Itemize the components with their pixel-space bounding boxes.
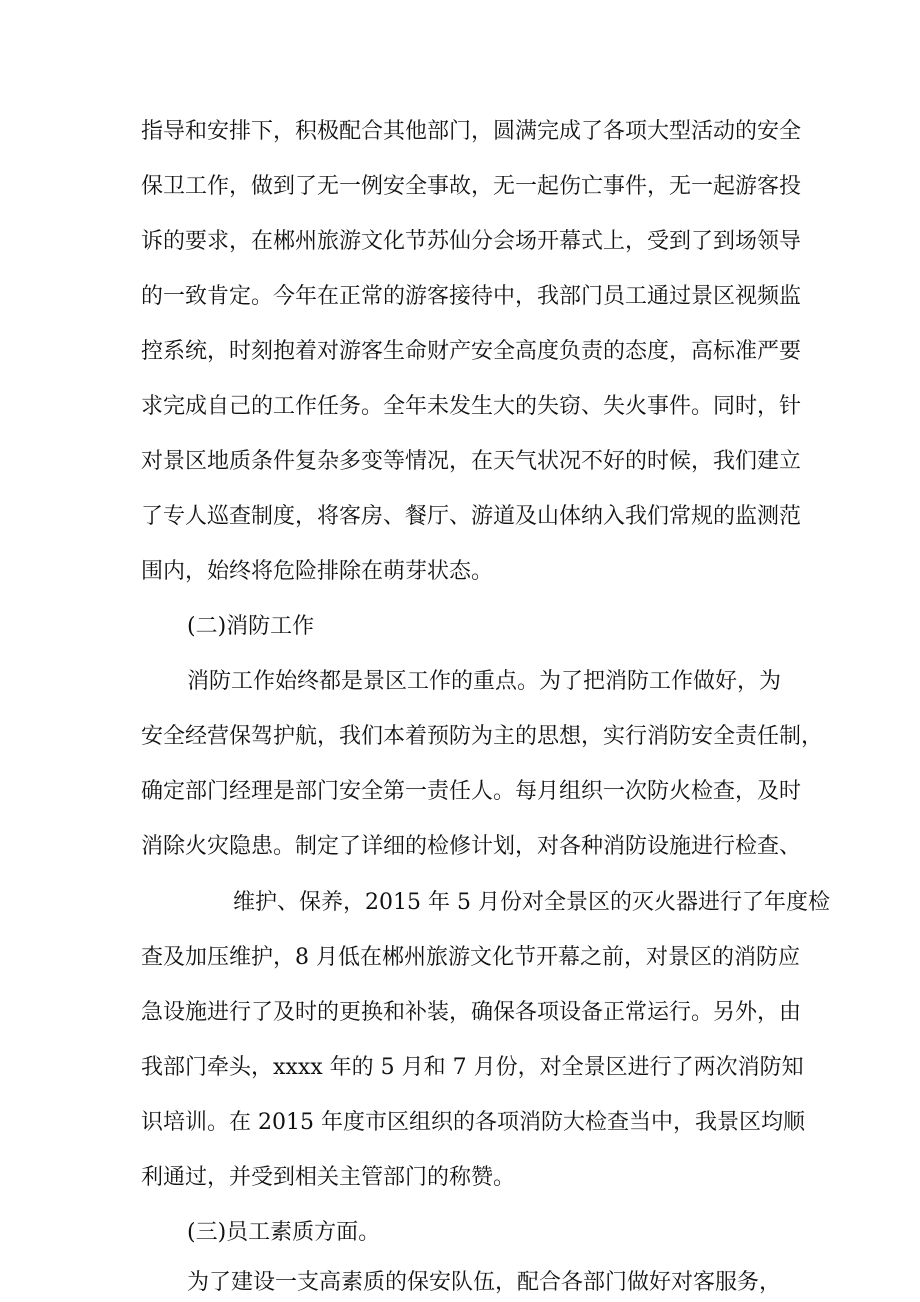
paragraph-line: 求完成自己的工作任务。全年未发生大的失窃、失火事件。同时，针 [141, 394, 802, 419]
paragraph-line: 控系统，时刻抱着对游客生命财产安全高度负责的态度，高标准严要 [141, 339, 802, 364]
paragraph-line: 消防工作始终都是景区工作的重点。为了把消防工作做好，为 [187, 669, 782, 694]
paragraph-line: 对景区地质条件复杂多变等情况，在天气状况不好的时候，我们建立 [141, 449, 802, 474]
section-heading: (二)消防工作 [187, 614, 315, 639]
paragraph-line: 诉的要求，在郴州旅游文化节苏仙分会场开幕式上，受到了到场领导 [141, 229, 802, 254]
paragraph-line: 保卫工作，做到了无一例安全事故，无一起伤亡事件，无一起游客投 [141, 174, 802, 199]
paragraph-line: 查及加压维护，8 月低在郴州旅游文化节开幕之前，对景区的消防应 [141, 945, 800, 970]
paragraph-line: 急设施进行了及时的更换和补装，确保各项设备正常运行。另外，由 [141, 1000, 802, 1025]
paragraph-line: 我部门牵头，xxxx 年的 5 月和 7 月份，对全景区进行了两次消防知 [141, 1055, 804, 1080]
paragraph-line: 消除火灾隐患。制定了详细的检修计划，对各种消防设施进行检查、 [141, 834, 802, 859]
paragraph-line: 围内，始终将危险排除在萌芽状态。 [141, 559, 494, 584]
paragraph-line: 安全经营保驾护航，我们本着预防为主的思想，实行消防安全责任制， [141, 724, 824, 749]
paragraph-line: 确定部门经理是部门安全第一责任人。每月组织一次防火检查，及时 [141, 779, 802, 804]
paragraph-line: 指导和安排下，积极配合其他部门，圆满完成了各项大型活动的安全 [141, 119, 802, 144]
paragraph-line: 识培训。在 2015 年度市区组织的各项消防大检查当中，我景区均顺 [141, 1110, 805, 1135]
paragraph-line: 了专人巡查制度，将客房、餐厅、游道及山体纳入我们常规的监测范 [141, 504, 802, 529]
paragraph-line: 维护、保养，2015 年 5 月份对全景区的灭火器进行了年度检 [233, 890, 830, 915]
paragraph-line: 的一致肯定。今年在正常的游客接待中，我部门员工通过景区视频监 [141, 284, 802, 309]
paragraph-line: 利通过，并受到相关主管部门的称赞。 [141, 1165, 516, 1190]
paragraph-line: 为了建设一支高素质的保安队伍，配合各部门做好对客服务， [187, 1270, 782, 1295]
section-heading: (三)员工素质方面。 [187, 1220, 381, 1245]
